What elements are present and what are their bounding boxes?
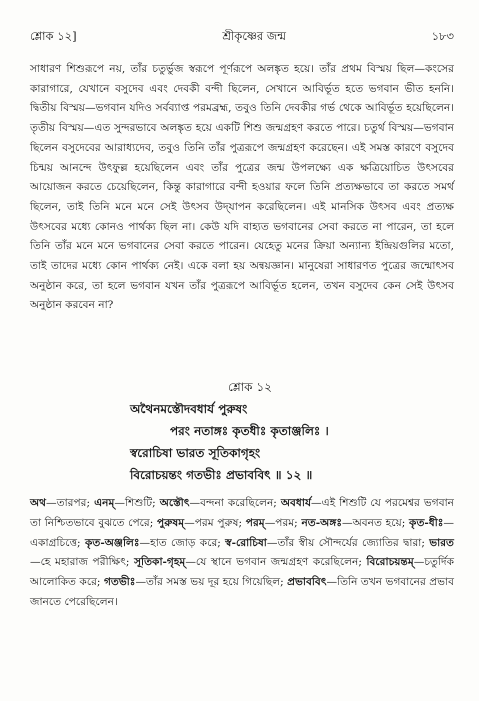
synonym-meaning: —বন্দনা করেছিলেন; xyxy=(189,497,281,510)
header-page-number: ১৮৩ xyxy=(431,29,454,43)
synonyms-paragraph xyxy=(30,494,454,612)
synonym-meaning: —তাঁর স্বীয় সৌন্দর্যের জ্যোতির দ্বারা; xyxy=(266,536,430,549)
purport-text: সাধারণ শিশুরূপে নয়, তাঁর চতুর্ভুজ স্বরূপে পূর্ণরূপে অলঙ্কৃত হয়ে। তাঁর প্রথম বিস্ময় ছিল—কংসের কারাগারে, যেখানে বসুদেব এবং দেবকী বন্দী ছিলেন, সেখানে আবির্ভূত হতে ভগবান ভীত হননি। দ্বিতীয় বিস্ময়—ভগবান যদিও সর্বব্যাপ্ত পরমব্রহ্ম, তবুও তিনি দেবকীর গর্ভ থেকে আবির্ভূত হয়েছিলেন। তৃতীয় বিস্ময়—এত সুন্দরভাবে অলঙ্কৃত হয়ে একটি শিশু জন্মগ্রহণ করতে পারে। চতুর্থ বিস্ময়—ভগবান ছিলেন বসুদেবের আরাধ্যদেব, তবুও তিনি তাঁর পুত্ররূপে জন্মগ্রহণ করেছেন। এই সমস্ত কারণে বসুদেব চিন্ময় আনন্দে উৎফুল্ল হয়েছিলেন এবং তাঁর পুত্রের জন্ম উপলক্ষ্যে এক ক্ষত্রিয়োচিত উৎসবের আয়োজন করতে চেয়েছিলেন, কিন্তু কারাগারে বন্দী হওয়ার ফলে তিনি প্রত্যক্ষভাবে তা করতে সমর্থ ছিলেন, তাই তিনি মনে মনে সেই উৎসব উদ্‌যাপন করেছিলেন। এই মানসিক উৎসব এবং প্রত্যক্ষ উৎসবের মধ্যে কোনও পার্থক্য ছিল না। কেউ যদি বাহ্যত ভগবানের সেবা করতে না পারেন, তা হলে তিনি তাঁর মনে মনে ভগবানের সেবা করতে পারেন। যেহেতু মনের ক্রিয়া অন্যান্য ইন্দ্রিয়গুলির মতো, তাই তাদের মধ্যে কোন পার্থক্য নেই। একে বলা হয় অন্বয়জ্ঞান। মানুষেরা সাধারণত পুত্রের জন্মোৎসব অনুষ্ঠান করে, তা হলে ভগবান যখন তাঁর পুত্ররূপে আবির্ভূত হলেন, তখন বসুদেব কেন সেই উৎসব অনুষ্ঠান করবেন না? xyxy=(30,63,454,312)
synonym-word: নত-অঙ্গঃ xyxy=(301,516,343,529)
page-header xyxy=(30,28,454,46)
verse-heading: শ্লোক ১২ xyxy=(228,380,272,395)
synonym-word: সূতিকা-গৃহম্ xyxy=(134,556,186,569)
verse-line: স্বরোচিষা ভারত সূতিকাগৃহং xyxy=(130,446,261,461)
synonym-meaning: —চতুর্দিক আলোকিত করে; xyxy=(30,556,455,588)
synonym-meaning: —একাগ্রচিত্তে; xyxy=(30,516,455,549)
synonym-meaning: —হাত জোড় করে; xyxy=(139,536,226,549)
synonym-meaning: —এই শিশুটি যে পরমেশ্বর ভগবান তা নিশ্চিতভাবে বুঝতে পেরে; xyxy=(30,497,454,529)
synonym-meaning: —পরম; xyxy=(264,516,302,529)
synonym-word: অবধার্য xyxy=(280,497,312,510)
synonym-word: এনম্ xyxy=(94,497,115,510)
synonym-word: গতভীঃ xyxy=(103,575,136,588)
synonym-meaning: —হে মহারাজ পরীক্ষিৎ; xyxy=(30,556,135,569)
verse-line: পরং নতাঙ্গঃ কৃতধীঃ কৃতাঞ্জলিঃ । xyxy=(170,424,329,439)
verse-line: বিরোচয়ন্তং গতভীঃ প্রভাববিৎ ॥ ১২ ॥ xyxy=(130,468,313,483)
book-page xyxy=(30,28,454,612)
header-verse-ref: শ্লোক ১২] xyxy=(30,29,77,43)
synonym-word: কৃত-অঞ্জলিঃ xyxy=(84,536,140,549)
synonym-word: অস্তৌৎ xyxy=(159,497,190,510)
synonym-word: বিরোচয়ন্তম্ xyxy=(366,556,414,569)
header-chapter-title: শ্রীকৃষ্ণের জন্ম xyxy=(222,29,286,43)
synonym-word: পুরুষম্ xyxy=(157,516,185,529)
synonym-meaning: —তারপর; xyxy=(46,497,95,510)
synonym-word: পরম্ xyxy=(245,516,265,529)
purport-paragraph xyxy=(30,60,454,316)
synonym-meaning: —অবনত হয়ে; xyxy=(342,516,410,529)
synonym-word: অথ xyxy=(30,497,47,510)
synonym-meaning: —তিনি তখন ভগবানের প্রভাব জানতে পেরেছিলেন। xyxy=(30,575,455,608)
synonym-word: ভারত xyxy=(429,536,454,549)
synonym-meaning: —যে স্থানে ভগবান জন্মগ্রহণ করেছিলেন; xyxy=(185,556,367,569)
synonym-meaning: —শিশুটি; xyxy=(114,497,160,510)
synonym-word: প্রভাববিৎ xyxy=(287,575,327,588)
synonym-meaning: —পরম পুরুষ; xyxy=(184,516,246,529)
synonym-meaning: —তাঁর সমস্ত ভয় দূর হয়ে গিয়েছিল; xyxy=(135,575,288,588)
synonym-word: স্ব-রোচিষা xyxy=(225,536,267,549)
verse-block xyxy=(30,376,454,486)
synonym-word: কৃত-ধীঃ xyxy=(409,516,444,529)
verse-line: অথৈনমস্তৌদবধার্য পুরুষং xyxy=(130,402,248,417)
